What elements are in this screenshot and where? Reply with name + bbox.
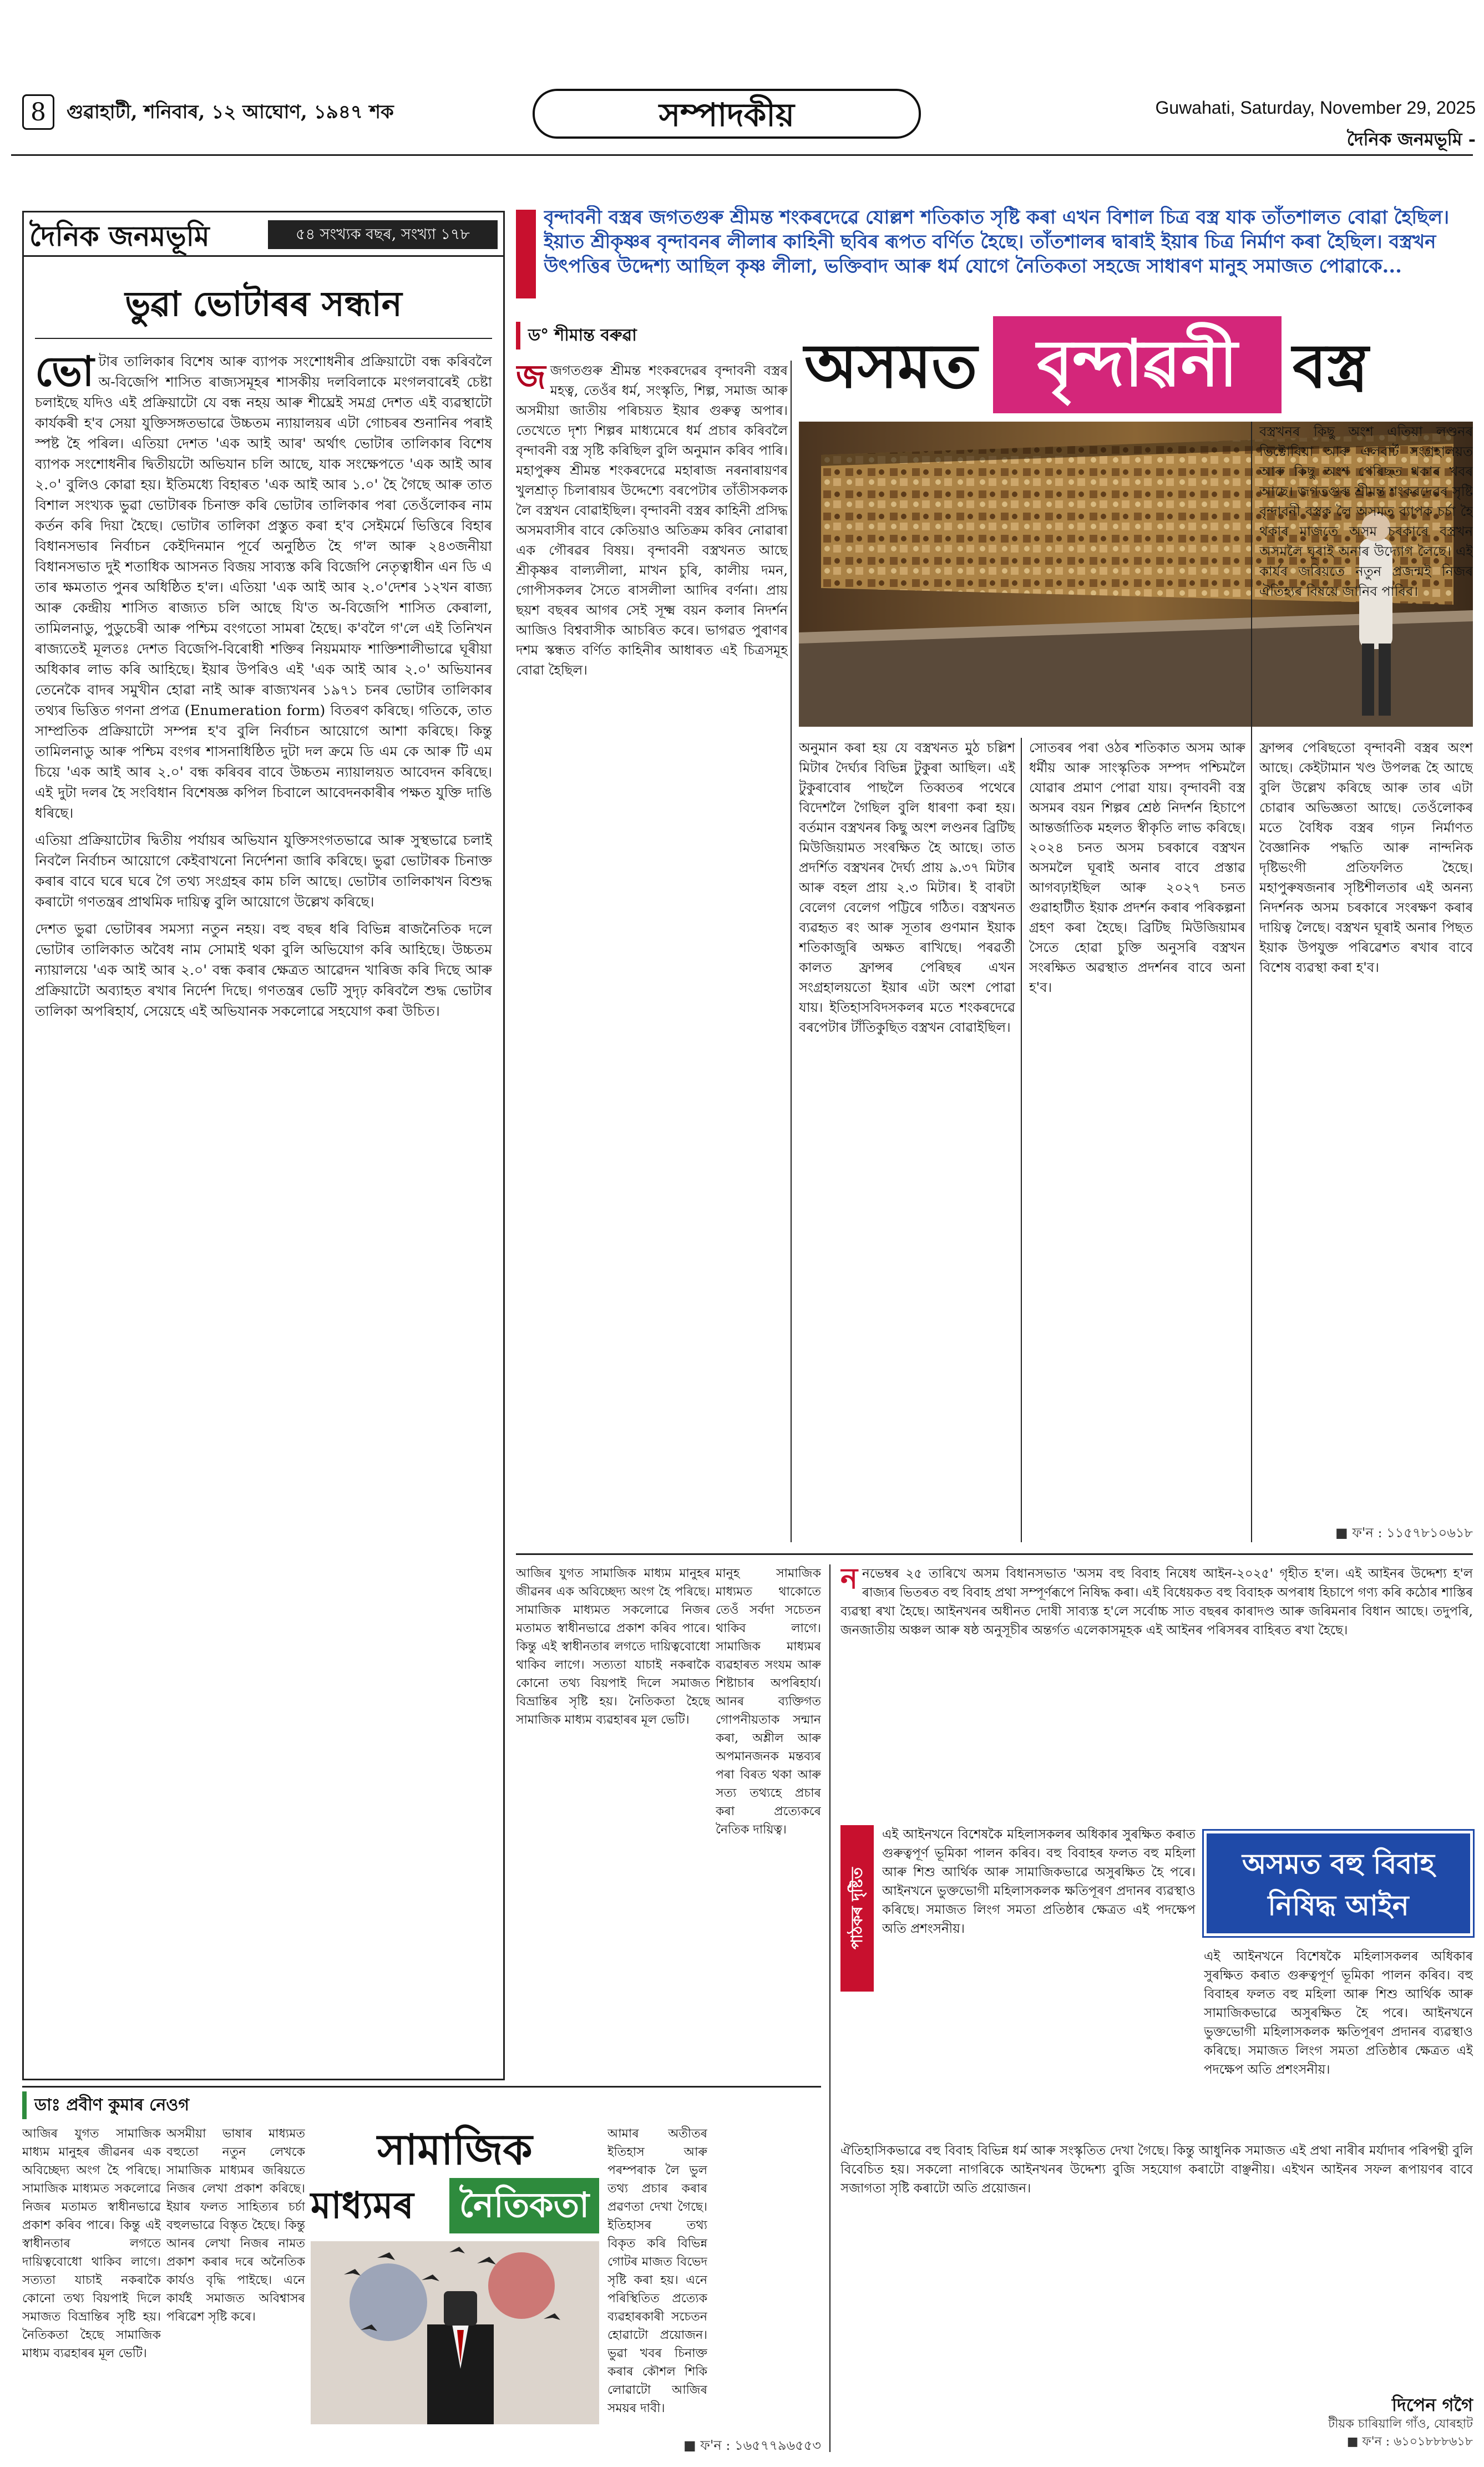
page-number: 8 <box>22 94 54 130</box>
editorial-dropcap: ভো <box>35 351 94 396</box>
social-title-1: সামাজিক <box>377 2125 533 2174</box>
feature-dropcap: জ <box>516 361 546 397</box>
feature-credit: ■ ফ'ন : ১১৫৭৮১০৬১৮ <box>1335 1525 1473 1541</box>
editorial-masthead <box>24 212 503 257</box>
social-column-1: আজিৰ যুগত সামাজিক মাধ্যম মানুহৰ জীৱনৰ এক অবিচ্ছেদ্য অংগ হৈ পৰিছে। সামাজিক মাধ্যমত সকলোৱে নিজৰ মতামত স্বাধীনভাৱে প্ৰকাশ কৰিব পাৰে। কিন্তু এই স্বাধীনতাৰ লগতে দায়িত্ববোধো থাকিব লাগে। সত্যতা যাচাই নকৰাকৈ কোনো তথ্য বিয়পাই দিলে সমাজত বিভ্ৰান্তিৰ সৃষ্টি হয়। নৈতিকতা হৈছে সামাজিক মাধ্যম ব্যৱহাৰৰ মূল ভেটি। <box>22 2127 161 2360</box>
law-column-right: এই আইনখনে বিশেষকৈ মহিলাসকলৰ অধিকাৰ সুৰক্ষিত কৰাত গুৰুত্বপূৰ্ণ ভূমিকা পালন কৰিব। বহু বিবাহৰ ফলত বহু মহিলা আৰু শিশু আৰ্থিক আৰু সামাজিকভাৱে অসুৰক্ষিত হৈ পৰে। আইনখনে ভুক্তভোগী মহিলাসকলক ক্ষতিপূৰণ প্ৰদানৰ ব্যৱস্থাও কৰিছে। সমাজত লিংগ সমতা প্ৰতিষ্ঠাৰ ক্ষেত্ৰত এই পদক্ষেপ অতি প্ৰশংসনীয়। <box>1204 1949 1473 2077</box>
feature-column-4: বস্ত্ৰখনৰ কিছু অংশ এতিয়া লণ্ডনৰ ভিক্টোৰিয়া আৰু এলবাৰ্ট সংগ্ৰহালয়ত আৰু কিছু অংশ পেৰিছত থকাৰ খবৰ আছে। জগতগুৰু শ্ৰীমন্ত শংকৰদেৱৰ সৃষ্টি বৃন্দাবনী বস্ত্ৰক লৈ অসমত ব্যাপক চৰ্চা হৈ থকাৰ মাজতে অসম চৰকাৰে বস্ত্ৰখন অসমলৈ ঘূৰাই অনাৰ উদ্যোগ লৈছে। এই কাৰ্যৰ জৰিয়তে নতুন প্ৰজন্মই নিজৰ ঐতিহ্যৰ বিষয়ে জানিব পাৰিব। <box>1259 424 1473 599</box>
social-title-3: নৈতিকতা <box>449 2178 599 2233</box>
feature-column-3: সোতৰৰ পৰা ওঠৰ শতিকাত অসম আৰু ধৰ্মীয় আৰু সাংস্কৃতিক সম্পদ পশ্চিমলৈ যোৱাৰ প্ৰমাণ পোৱা যায়। বৃন্দাবনী বস্ত্ৰ অসমৰ বয়ন শিল্পৰ শ্ৰেষ্ঠ নিদৰ্শন হিচাপে আন্তৰ্জাতিক মহলত স্বীকৃতি লাভ কৰিছে। ২০২৪ চনত অসম চৰকাৰে বস্ত্ৰখন অসমলৈ ঘূৰাই অনাৰ বাবে প্ৰস্তাৱ আগবঢ়াইছিল আৰু ২০২৭ চনত গুৱাহাটীত ইয়াক প্ৰদৰ্শন কৰাৰ পৰিকল্পনা গ্ৰহণ কৰা হৈছে। ব্ৰিটিছ মিউজিয়ামৰ সৈতে হোৱা চুক্তি অনুসৰি বস্ত্ৰখন সংৰক্ষিত অৱস্থাত প্ৰদৰ্শনৰ বাবে অনা হ'ব। <box>1029 740 1245 995</box>
feature-col-divider-3 <box>1251 422 1252 1542</box>
feature-column-5: ফ্ৰান্সৰ পেৰিছতো বৃন্দাবনী বস্ত্ৰৰ অংশ আছে। কেইটামান খণ্ড উপলব্ধ হৈ আছে বুলি উল্লেখ কৰিছে আৰু তাৰ এটা চোৱাৰ অভিজ্ঞতা আছে। তেওঁলোকৰ মতে বৈধিক বস্ত্ৰৰ গঢ়ন নিৰ্মাণত বৈজ্ঞানিক পদ্ধতি আৰু নান্দনিক দৃষ্টিভংগী প্ৰতিফলিত হৈছে। মহাপুৰুষজনাৰ সৃষ্টিশীলতাৰ এই অনন্য নিদৰ্শনক অসম চৰকাৰে সংৰক্ষণ কৰাৰ দায়িত্ব লৈছে। বস্ত্ৰখন ঘূৰাই অনাৰ পিছত ইয়াক উপযুক্ত পৰিৱেশত ৰখাৰ বাবে বিশেষ ব্যৱস্থা কৰা হ'ব। <box>1259 740 1473 975</box>
reader-view-text: পাঠকৰ দৃষ্টিত <box>848 1867 866 1949</box>
feature-col-divider-2 <box>1021 738 1022 1542</box>
masthead-name: দৈনিক জনমভূমি <box>29 220 210 252</box>
law-divider <box>829 1564 830 2452</box>
intro-marker <box>516 210 536 298</box>
social-title-2: মাধ্যমৰ <box>311 2184 414 2227</box>
feature-author-name: ড° শীমান্ত বৰুৱা <box>528 326 637 345</box>
law-column-left: এই আইনখনে বিশেষকৈ মহিলাসকলৰ অধিকাৰ সুৰক্ষিত কৰাত গুৰুত্বপূৰ্ণ ভূমিকা পালন কৰিব। বহু বিবাহৰ ফলত বহু মহিলা আৰু শিশু আৰ্থিক আৰু সামাজিকভাৱে অসুৰক্ষিত হৈ পৰে। আইনখনে ভুক্তভোগী মহিলাসকলক ক্ষতিপূৰণ প্ৰদানৰ ব্যৱস্থাও কৰিছে। সমাজত লিংগ সমতা প্ৰতিষ্ঠাৰ ক্ষেত্ৰত এই পদক্ষেপ অতি প্ৰশংসনীয়। <box>882 1827 1196 1936</box>
social-credit: ■ ফ'ন : ১৬৫৭৭৯৬৫৫৩ <box>683 2438 821 2453</box>
law-dropcap: ন <box>840 1564 858 1595</box>
social-author-name: ডাঃ প্ৰবীণ কুমাৰ নেওগ <box>34 2095 189 2115</box>
section-divider <box>516 1553 1473 1555</box>
social-column-extended: আজিৰ যুগত সামাজিক মাধ্যম মানুহৰ জীৱনৰ এক অবিচ্ছেদ্য অংগ হৈ পৰিছে। সামাজিক মাধ্যমত সকলোৱে নিজৰ মতামত স্বাধীনভাৱে প্ৰকাশ কৰিব পাৰে। কিন্তু এই স্বাধীনতাৰ লগতে দায়িত্ববোধো থাকিব লাগে। সত্যতা যাচাই নকৰাকৈ কোনো তথ্য বিয়পাই দিলে সমাজত বিভ্ৰান্তিৰ সৃষ্টি হয়। নৈতিকতা হৈছে সামাজিক মাধ্যম ব্যৱহাৰৰ মূল ভেটি। <box>516 1567 710 1727</box>
social-column-4: মানুহ সামাজিক মাধ্যমত থাকোতে তেওঁ সৰ্বদা সচেতন থাকিব লাগে। সামাজিক মাধ্যমৰ ব্যৱহাৰত সংযম আৰু শিষ্টাচাৰ অপৰিহাৰ্য। আনৰ ব্যক্তিগত গোপনীয়তাক সন্মান কৰা, অশ্লীল আৰু অপমানজনক মন্তব্যৰ পৰা বিৰত থকা আৰু সত্য তথ্যহে প্ৰচাৰ কৰা প্ৰত্যেকৰে নৈতিক দায়িত্ব। <box>716 1567 821 1837</box>
feature-col-divider-1 <box>791 361 792 1542</box>
law-title-2: নিষিদ্ধ আইন <box>1268 1889 1409 1922</box>
feature-title-part-1: অসমত <box>804 330 977 402</box>
feature-author <box>516 322 793 349</box>
law-body-text: নভেম্বৰ ২৫ তাৰিখে অসম বিধানসভাত 'অসম বহু বিবাহ নিষেধ আইন-২০২৫' গৃহীত হ'ল। এই আইনৰ উদ্দেশ্য হ'ল ৰাজ্যৰ ভিতৰত বহু বিবাহ প্ৰথা সম্পূৰ্ণৰূপে নিষিদ্ধ কৰা। এই বিধেয়কত বহু বিবাহক অপৰাধ হিচাপে গণ্য কৰি কঠোৰ শাস্তিৰ ব্যৱস্থা ৰখা হৈছে। আইনখনৰ অধীনত দোষী সাব্যস্ত হ'লে সৰ্বোচ্চ সাত বছৰৰ কাৰাদণ্ড আৰু জৰিমনাৰ বিধান আছে। তদুপৰি, জনজাতীয় অঞ্চল আৰু ষষ্ঠ অনুসূচীৰ অন্তৰ্গত এলেকাসমূহক এই আইনৰ পৰিসৰৰ বাহিৰত ৰখা হৈছে। <box>840 1567 1473 1638</box>
editorial-title-rule <box>35 338 492 339</box>
editorial-paragraph-3: দেশত ভুৱা ভোটাৰৰ সমস্যা নতুন নহয়। বহু বছৰ ধৰি বিভিন্ন ৰাজনৈতিক দলে ভোটাৰ তালিকাত অবৈধ নাম সোমাই থকা বুলি অভিযোগ কৰি আহিছে। উচ্চতম ন্যায়ালয়ে 'এক আই আৰ ২.০' বন্ধ কৰাৰ ক্ষেত্ৰত আৱেদন খাৰিজ কৰি দিছে আৰু প্ৰক্ৰিয়াটো অব্যাহত ৰখাৰ নিৰ্দেশ দিছে। গণতন্ত্ৰৰ ভেটি সুদৃঢ় কৰিবলৈ শুদ্ধ ভোটাৰ তালিকা অপৰিহাৰ্য, সেয়েহে এই অভিযানক সকলোৱে সহযোগ কৰা উচিত। <box>35 921 492 1019</box>
law-body-bottom: ঐতিহাসিকভাৱে বহু বিবাহ বিভিন্ন ধৰ্ম আৰু সংস্কৃতিত দেখা গৈছে। কিন্তু আধুনিক সমাজত এই প্ৰথা নাৰীৰ মৰ্যাদাৰ পৰিপন্থী বুলি বিবেচিত হয়। সকলো নাগৰিকে আইনখনৰ উদ্দেশ্য বুজি সহযোগ কৰাটো বাঞ্ছনীয়। এইখন আইনৰ সফল ৰূপায়ণৰ বাবে সজাগতা সৃষ্টি কৰাটো অতি প্ৰয়োজন। <box>840 2144 1473 2196</box>
editorial-title: ভুৱা ভোটাৰৰ সন্ধান <box>125 283 402 324</box>
editorial-box <box>22 211 505 2080</box>
law-title-1: অসমত বহু বিবাহ <box>1242 1847 1435 1880</box>
law-credit: ■ ফ'ন : ৬১০১৮৮৮৬১৮ <box>1346 2435 1473 2449</box>
reader-view-banner <box>840 1825 874 1992</box>
feature-column-1 <box>516 361 788 1542</box>
page-header <box>11 83 1476 180</box>
law-author: দিপেন গগৈ <box>1391 2394 1473 2415</box>
intro-text: বৃন্দাবনী বস্ত্ৰৰ জগতগুৰু শ্ৰীমন্ত শংকৰদেৱে যোল্লশ শতিকাত সৃষ্টি কৰা এখন বিশাল চিত্ৰ বস্ত্ৰ যাক তাঁতশালত বোৱা হৈছিল। ইয়াত শ্ৰীকৃষ্ণৰ বৃন্দাবনৰ লীলাৰ কাহিনী ছবিৰ ৰূপত বৰ্ণিত হৈছে। তাঁতশালৰ দ্বাৰাই ইয়াৰ চিত্ৰ নিৰ্মাণ কৰা হৈছিল। বস্ত্ৰখন উৎপত্তিৰ উদ্দেশ্য আছিল কৃষ্ণ লীলা, ভক্তিবাদ আৰু ধৰ্ম যোগে নৈতিকতা সহজে সাধাৰণ মানুহ সমাজত পোৱাকে... <box>544 206 1450 277</box>
man-with-birds-illustration <box>311 2241 599 2424</box>
social-illustration <box>311 2241 599 2424</box>
date-english: Guwahati, Saturday, November 29, 2025 <box>1155 98 1476 118</box>
social-author <box>22 2091 355 2119</box>
feature-title-part-3: বস্ত্ৰ <box>1293 330 1369 402</box>
feature-column-1-text: জগতগুৰু শ্ৰীমন্ত শংকৰদেৱৰ বৃন্দাবনী বস্ত্ৰৰ মহত্ব, তেওঁৰ ধৰ্ম, সংস্কৃতি, শিল্প, সমাজ আৰু অসমীয়া জাতীয় পৰিচয়ত ইয়াৰ গুৰুত্ব অপাৰ। তেখেতে দৃশ্য শিল্পৰ মাধ্যমেৰে ধৰ্ম প্ৰচাৰ কৰিবলৈ বৃন্দাবনী বস্ত্ৰ সৃষ্টি কৰিছিল বুলি অনুমান কৰিব পাৰি। মহাপুৰুষ শ্ৰীমন্ত শংকৰদেৱে মহাৰাজ নৰনাৰায়ণৰ খুলশ্ৰাতৃ চিলাৰায়ৰ উদ্দেশ্যে বৰপেটাৰ তাঁতীসকলক লৈ বস্ত্ৰখন বোৱাইছিল। বৃন্দাবনী বস্ত্ৰৰ কাহিনী প্ৰসিদ্ধ অসমবাসীৰ বাবে কেতিয়াও অতিক্ৰম কৰিব নোৱাৰা এক গৌৰৱৰ বিষয়। বৃন্দাবনী বস্ত্ৰখনত আছে শ্ৰীকৃষ্ণৰ বাল্যলীলা, মাখন চুৰি, কালীয় দমন, গোপীসকলৰ সৈতে ৰাসলীলা আদিৰ বৰ্ণনা। প্ৰায় ছয়শ বছৰৰ আগৰ সেই সূক্ষ্ম বয়ন কলাৰ নিদৰ্শন আজিও বিশ্ববাসীক আচৰিত কৰে। ভাগৱত পুৰাণৰ দশম স্কন্ধত বৰ্ণিত কাহিনীৰ আধাৰত এই চিত্ৰসমূহ বোৱা হৈছিল। <box>516 363 788 678</box>
date-assamese: গুৱাহাটী, শনিবাৰ, ১২ আঘোণ, ১৯৪৭ শক <box>67 101 394 123</box>
section-title: সম্পাদকীয় <box>533 89 921 139</box>
paper-name: দৈনিক জনমভূমি - <box>1346 129 1476 150</box>
masthead-volume: ৫৪ সংখ্যক বছৰ, সংখ্যা ১৭৮ <box>268 220 498 249</box>
editorial-paragraph-2: এতিয়া প্ৰক্ৰিয়াটোৰ দ্বিতীয় পৰ্যায়ৰ অভিযান যুক্তিসংগতভাৱে আৰু সুস্থভাৱে চলাই নিবলৈ নিৰ্বাচন আয়োগে কেইবাখনো নিৰ্দেশনা জাৰি কৰিছে। ভুৱা ভোটাৰক চিনাক্ত কৰাৰ বাবে ঘৰে ঘৰে গৈ তথ্য সংগ্ৰহৰ কাম চলি আছে। ভোটাৰ তালিকাখন বিশুদ্ধ কৰাটো গণতন্ত্ৰৰ প্ৰাথমিক দায়িত্ব বুলি আয়োগে উল্লেখ কৰিছে। <box>35 832 492 910</box>
feature-title-part-2: বৃন্দাৱনী <box>993 316 1282 413</box>
law-address: টীয়ক চাৰিয়ালি গাঁও, যোৰহাট <box>1328 2417 1473 2431</box>
feature-title <box>804 316 1473 413</box>
law-body <box>840 1564 1473 1820</box>
feature-intro <box>516 205 1473 308</box>
feature-column-2: অনুমান কৰা হয় যে বস্ত্ৰখনত মুঠ চল্লিশ মিটাৰ দৈৰ্ঘ্যৰ বিভিন্ন টুকুৰা আছিল। এই টুকুৰাবোৰ পাছলৈ তিব্বতৰ পথেৰে বিদেশলৈ গৈছিল বুলি ধাৰণা কৰা হয়। বৰ্তমান বস্ত্ৰখনৰ কিছু অংশ লণ্ডনৰ ব্ৰিটিছ মিউজিয়ামত সংৰক্ষিত হৈ আছে। তাত প্ৰদৰ্শিত বস্ত্ৰখনৰ দৈৰ্ঘ্য প্ৰায় ৯.৩৭ মিটাৰ আৰু বহল প্ৰায় ২.৩ মিটাৰ। ই বাৰটা বেলেগ বেলেগ পট্টিৰে গঠিত। বস্ত্ৰখনত ব্যৱহৃত ৰং আৰু সূতাৰ গুণমান ইয়াক শতিকাজুৰি অক্ষত ৰাখিছে। পৰৱৰ্তী কালত ফ্ৰান্সৰ পেৰিছৰ এখন সংগ্ৰহালয়তো ইয়াৰ এটা অংশ পোৱা যায়। ইতিহাসবিদসকলৰ মতে শংকৰদেৱে বৰপেটাৰ টাঁতিকুছিত বস্ত্ৰখন বোৱাইছিল। <box>799 740 1015 1035</box>
editorial-paragraph-1: টাৰ তালিকাৰ বিশেষ আৰু ব্যাপক সংশোধনীৰ প্ৰক্ৰিয়াটো বন্ধ কৰিবলৈ অ-বিজেপি শাসিত ৰাজ্যসমূহৰ শাসকীয় দলবিলাকে মংগলবাৰেই চেষ্টা চলাইছে যদিও এই প্ৰক্ৰিয়াটো যে বন্ধ নহয় আৰু শীঘ্ৰেই সমগ্ৰ দেশত এই ব্যৱস্থাটো কাৰ্যকৰী হ'ব সেয়া যুক্তিসঙ্গতভাৱে উচ্চতম ন্যায়ালয়ৰ এটা গোচৰৰ শুনানিৰ পৰাই স্পষ্ট হৈ পৰিল। এতিয়া দেশত 'এক আই আৰ' অৰ্থাৎ ভোটাৰ তালিকাৰ বিশেষ ব্যাপক সংশোধনীৰ দ্বিতীয়টো অভিযান চলি আছে, যাক সংক্ষেপতে 'এক আই আৰ ২.০' বুলিও কোৱা হয়। ইতিমধ্যে বিহাৰত 'এক আই আৰ ১.০' হৈ গৈছে আৰু তাত বিশাল সংখ্যক ভুৱা ভোটাৰক চিনাক্ত কৰি ভোটাৰ তালিকাৰ পৰা তেওঁলোকৰ নাম কৰ্তন কৰি দিয়া হৈছে। ভোটাৰ তালিকা প্ৰস্তুত কৰা হ'ব সেইমৰ্মে ভিত্তিৰে বিহাৰ বিধানসভাৰ নিৰ্বাচন কেইদিনমান পূৰ্বে অনুষ্ঠিত হৈ গ'ল আৰু ২৪৩জনীয়া বিধানসভাত দুই শতাধিক আসনত বিজয় সাব্যস্ত কৰি বিজেপি নেতৃত্বাধীন এন ডি এ তাৰ ক্ষমতাত পুনৰ অধিষ্ঠিত হ'ল। এতিয়া 'এক আই আৰ ২.০'দেশৰ ১২খন ৰাজ্য আৰু কেন্দ্ৰীয় শাসিত ৰাজ্যত চলি আছে যি'ত অ-বিজেপি শাসিত কেৰালা, তামিলনাডু, পুডুচেৰী আৰু পশ্চিম বংগতো সামৰা হৈছে। ক'বলৈ গ'লে এই তিনিখন ৰাজ্যতেই মূলতঃ দেশত বিজেপি-বিৰোধী শক্তিৰ নিয়মমাফ শাক্তিশালীভাৱে ঘূৰীয়া অধিকাৰ লাভ কৰি আহিছে। ইয়াৰ উপৰিও এই 'এক আই আৰ ২.০' অভিযানৰ তেনেকৈ বাদৰ সমুখীন হোৱা নাই আৰু ৰাজ্যখনৰ ১৯৭১ চনৰ ভোটাৰ তালিকাৰ তথ্যৰ ভিত্তিত গণনা প্ৰপত্ৰ (Enumeration form) বিতৰণ কৰিছে। গতিকে, তাত সাম্প্ৰতিক প্ৰক্ৰিয়াটো সম্পন্ন হ'ব বুলি নিৰ্বাচন আয়োগে আশা কৰিছে। কিন্তু তামিলনাডু আৰু পশ্চিম বংগৰ শাসনাধিষ্ঠিত দুটা দল ক্ৰমে ডি এম কে আৰু টি এম চিয়ে 'এক আই আৰ ২.০' বন্ধ কৰিবৰ বাবে উচ্চতম ন্যায়ালয়ত আবেদন কৰিছে। এই দুটা দলৰ হৈ সংবিধান বিশেষজ্ঞ কপিল চিবালে আবেদনকাৰীৰ পক্ষত যুক্তি দাঙি ধৰিছে। <box>35 353 492 821</box>
social-column-2: অসমীয়া ভাষাৰ মাধ্যমত বহুতো নতুন লেখকে সামাজিক মাধ্যমৰ জৰিয়তে নিজৰ লেখা প্ৰকাশ কৰিছে। ইয়াৰ ফলত সাহিত্যৰ চৰ্চা বহুলভাৱে বিস্তৃত হৈছে। কিন্তু আনৰ লেখা নিজৰ নামত প্ৰকাশ কৰাৰ দৰে অনৈতিক কাৰ্যও বৃদ্ধি পাইছে। এনে কাৰ্যই সমাজত অবিশ্বাসৰ পৰিৱেশ সৃষ্টি কৰে। <box>166 2127 305 2324</box>
social-column-3: আমাৰ অতীতৰ ইতিহাস আৰু পৰম্পৰাক লৈ ভুল তথ্য প্ৰচাৰ কৰাৰ প্ৰৱণতা দেখা গৈছে। ইতিহাসৰ তথ্য বিকৃত কৰি বিভিন্ন গোটৰ মাজত বিভেদ সৃষ্টি কৰা হয়। এনে পৰিস্থিতিত প্ৰত্যেক ব্যৱহাৰকাৰী সচেতন হোৱাটো প্ৰয়োজন। ভুৱা খবৰ চিনাক্ত কৰাৰ কৌশল শিকি লোৱাটো আজিৰ সময়ৰ দাবী। <box>607 2127 707 2415</box>
editorial-body <box>35 351 492 2071</box>
law-title-box <box>1204 1831 1473 1936</box>
header-rule <box>11 154 1473 156</box>
